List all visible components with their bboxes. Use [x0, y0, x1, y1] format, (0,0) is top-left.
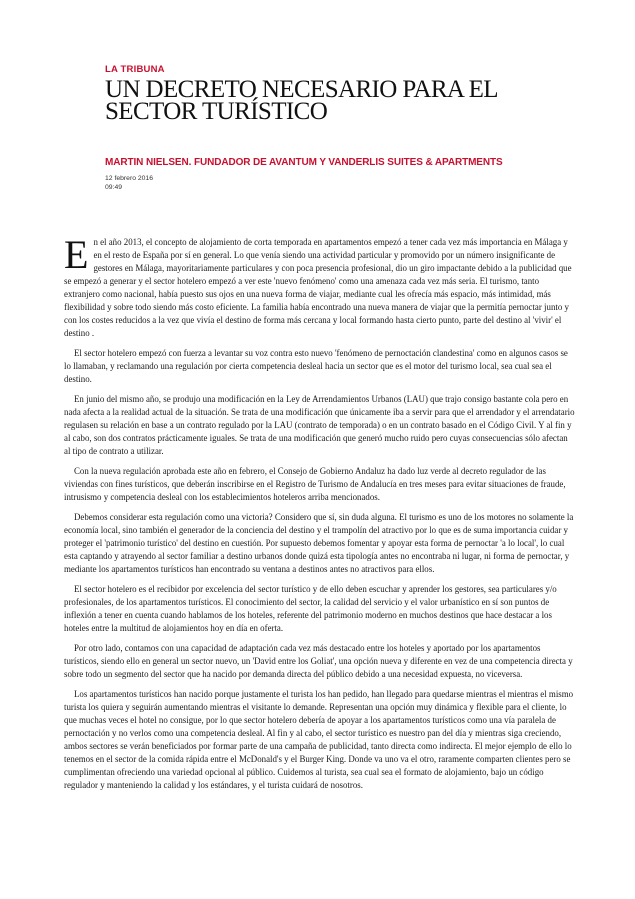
article-title — [105, 76, 525, 125]
article-body — [64, 232, 575, 799]
paragraph-7: Por otro lado, contamos con una capacidad de adaptación cada vez más destacado entre los hoteles y aportado por los apartamentos turísticos, siendo ello en general un sector nuevo, un 'David entre los Goliat', una opción nueva y diferente en vez de una competencia directa y sobre todo un segmento del sector que ha nacido por demanda directa del público debido a una necesidad expuesta, no viceversa. — [64, 643, 573, 679]
article-header — [105, 64, 525, 192]
paragraph-6: El sector hotelero es el recibidor por excelencia del sector turístico y de ello deben escuchar y aprender los gestores, sea particulares y/o profesionales, de los apartamentos turísticos. El conocimiento del sector, la calidad del servicio y el valor urbanístico en sí son puntos de inflexión a tener en cuenta cuando hablamos de los hoteles, referente del patrimonio moderno en muchos destinos que hace destacar a los hoteles entre la multitud de alojamientos hoy en día en oferta. — [64, 584, 557, 633]
author-byline: MARTIN NIELSEN. FUNDADOR DE AVANTUM Y VANDERLIS SUITES & APARTMENTS — [105, 157, 503, 168]
paragraph-3: En junio del mismo año, se produjo una modificación en la Ley de Arrendamientos Urbanos (LAU) que trajo consigo bastante cola pero en nada afecta a la realidad actual de la situación. Se trata de una modificación que únicamente iba a servir para que el arrendador y el arrendatario regulasen su relación en base a un contrato regulado por la LAU (contrato de temporada) o en un contrato basado en el Código Civil. Y al fin y al cabo, son dos contratos prácticamente iguales. Se trata de una modificación que generó mucho ruido pero cuyas consecuencias sólo afectan al tipo de contrato a utilizar. — [64, 394, 575, 456]
paragraph-5: Debemos considerar esta regulación como una victoria? Considero que sí, sin duda alguna. El turismo es uno de los motores no solamente la economía local, sino también el generador de la conciencia del destino y el trampolín del atractivo por lo que es de suma importancia cuidar y proteger el 'patrimonio turístico' del destino en cuestión. Por supuesto debemos fomentar y apoyar esta forma de pernoctar 'a lo local', lo cual esta captando y atrayendo al sector familiar a destino urbanos donde quizá esta tipología antes no encontraba ni lugar, ni forma de pernoctar, y mediante los apartamentos turísticos han encontrado su ventana a destinos antes no atractivos para ellos. — [64, 512, 574, 574]
title-line-2: SECTOR TURÍSTICO — [105, 98, 328, 125]
paragraph-8: Los apartamentos turísticos han nacido porque justamente el turista los han pedido, han llegado para quedarse mientras el mientras el mismo turista los quiera y seguirán aumentando mientras el visitante lo demande. Representan una opción muy dinámica y flexible para el cliente, lo que muchas veces el hotel no consigue, por lo que sector hotelero debería de apoyar a los apartamentos turísticos como una vía paralela de pernoctación y no verlos como una competencia desleal. Al fin y al cabo, el sector turístico es nuestro pan del día y mientras siga creciendo, ambos sectores se verán beneficiados por formar parte de una campaña de publicidad, tanto directa como indirecta. El mejor ejemplo de ello lo tenemos en el sector de la comida rápida entre el McDonald's y el Burger King. Donde va uno va el otro, raramente comparten clientes pero se cumplimentan ofreciendo una variedad opcional al público. Cuidemos al turista, sea cual sea el formato de alojamiento, bajo un código regulador y manteniendo la calidad y los estándares, y el turista cuidará de nosotros. — [64, 689, 574, 790]
drop-cap: E — [64, 232, 89, 277]
paragraph-1-text: n el año 2013, el concepto de alojamiento de corta temporada en apartamentos empezó a tener cada vez más importancia en Málaga y en el resto de España por sí en general. Lo que venía siendo una actividad particular y promovido por un número insignificante de gestores en Málaga, mayoritariamente particulares y con poca presencia profesional, dio un giro impactante debido a la publicidad que se empezó a generar y el sector hotelero empezó a ver este 'nuevo fenómeno' como una amenaza cada vez más seria. El turismo, tanto extranjero como nacional, había puesto sus ojos en una nueva forma de viajar, mediante cual les ofrecía más espacio, más intimidad, más flexibilidad y sobre todo siendo más costo eficiente. La familia había encontrado una nueva manera de viajar que la permitía pernoctar junto y con los costes reducidos a la vez que vivía el destino de forma más cercana y local formando hasta cierto punto, parte del destino al 'vivir' el destino . — [64, 237, 572, 338]
paragraph-2: El sector hotelero empezó con fuerza a levantar su voz contra esto nuevo 'fenómeno de pernoctación clandestina' como en algunos casos se lo llamaban, y reclamando una regulación por cierta competencia desleal hacia un sector que es el motor del turismo local, sea cual sea el destino. — [64, 348, 568, 384]
paragraph-1 — [64, 232, 575, 340]
publish-time: 09:49 — [105, 183, 123, 191]
title-line-1: UN DECRETO NECESARIO PARA EL — [105, 76, 498, 103]
section-label: LA TRIBUNA — [105, 64, 165, 75]
article-meta — [105, 175, 525, 192]
publish-date: 12 febrero 2016 — [105, 175, 153, 182]
paragraph-4: Con la nueva regulación aprobada este año en febrero, el Consejo de Gobierno Andaluz ha dado luz verde al decreto regulador de las viviendas con fines turísticos, que deberán inscribirse en el Registro de Turismo de Andalucía en tres meses para evitar situaciones de fraude, intrusismo y competencia desleal con los establecimientos hoteleros arriba mencionados. — [64, 466, 566, 502]
